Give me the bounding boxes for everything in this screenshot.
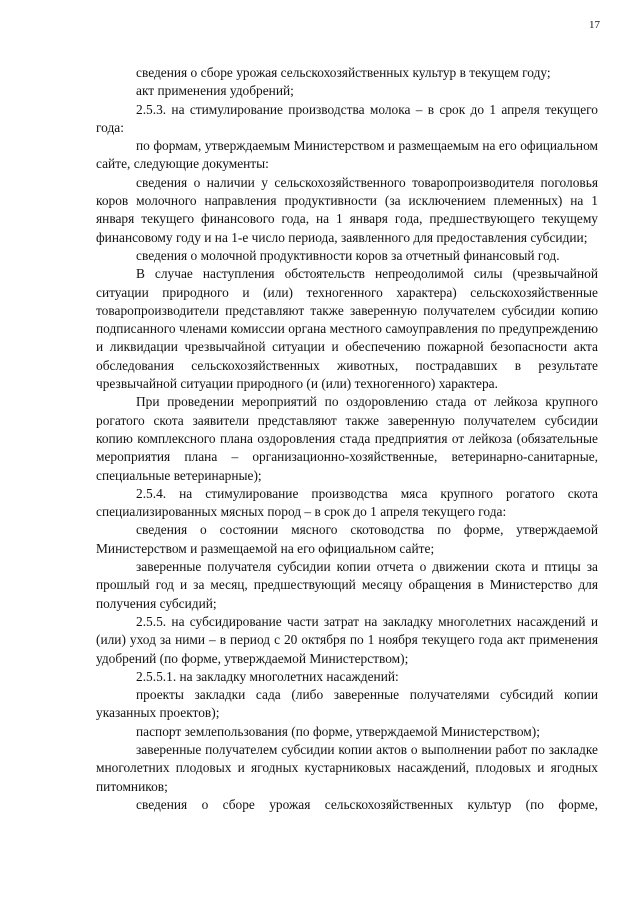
paragraph: сведения о сборе урожая сельскохозяйственных культур (по форме, [136,796,598,812]
paragraph: 2.5.3. на стимулирование производства молока – в срок до 1 апреля текущего года: [96,101,598,135]
paragraph: сведения о молочной продуктивности коров за отчетный финансовый год. [136,247,560,263]
paragraph: по формам, утверждаемым Министерством и размещаемым на его официальном сайте, следующие документы: [96,138,598,172]
paragraph: акт применения удобрений; [136,83,294,99]
document-body [96,64,598,814]
paragraph: сведения о состоянии мясного скотоводства по форме, утверждаемой Министерством и размещаемой на его официальном сайте; [96,522,598,556]
paragraph: При проведении мероприятий по оздоровлению стада от лейкоза крупного рогатого скота заявители представляют также заверенную получателем субсидии копию комплексного плана оздоровления стада предприятия от лейкоза (обязательные мероприятия плана – организационно-хозяйственные, ветеринарно-санитарные, специальные ветеринарные); [96,394,598,483]
paragraph: В случае наступления обстоятельств непреодолимой силы (чрезвычайной ситуации природного и (или) техногенного характера) сельскохозяйственные товаропроизводители представляют также заверенную получателем субсидии копию подписанного членами комиссии органа местного самоуправления по предупреждению и ликвидации чрезвычайной ситуации и обеспечению пожарной безопасности акта обследования сельскохозяйственных животных, пострадавших в результате чрезвычайной ситуации природного (и (или) техногенного) характера. [96,266,598,392]
paragraph: 2.5.5. на субсидирование части затрат на закладку многолетних насаждений и (или) уход за ними – в период с 20 октября по 1 ноября текущего года акт применения удобрений (по форме, утверждаемой Министерством); [96,613,598,666]
page-number: 17 [589,19,600,31]
paragraph: сведения о сборе урожая сельскохозяйственных культур в текущем году; [136,65,551,80]
paragraph: паспорт землепользования (по форме, утверждаемой Министерством); [136,723,540,739]
paragraph: 2.5.5.1. на закладку многолетних насаждений: [136,668,399,684]
paragraph: заверенные получателем субсидии копии актов о выполнении работ по закладке многолетних плодовых и ягодных кустарниковых насаждений, плодовых и ягодных питомников; [96,741,598,794]
paragraph: сведения о наличии у сельскохозяйственного товаропроизводителя поголовья коров молочного направления продуктивности (за исключением племенных) на 1 января текущего финансового года, на 1 января года, предшествующего текущему финансовому году и на 1-е число периода, заявленного для предоставления субсидии; [96,174,598,245]
paragraph: заверенные получателя субсидии копии отчета о движении скота и птицы за прошлый год и за месяц, предшествующий месяцу обращения в Министерство для получения субсидий; [96,559,598,611]
paragraph: 2.5.4. на стимулирование производства мяса крупного рогатого скота специализированных мясных пород – в срок до 1 апреля текущего года: [96,485,598,520]
paragraph: проекты закладки сада (либо заверенные получателями субсидий копии указанных проектов); [96,687,598,721]
